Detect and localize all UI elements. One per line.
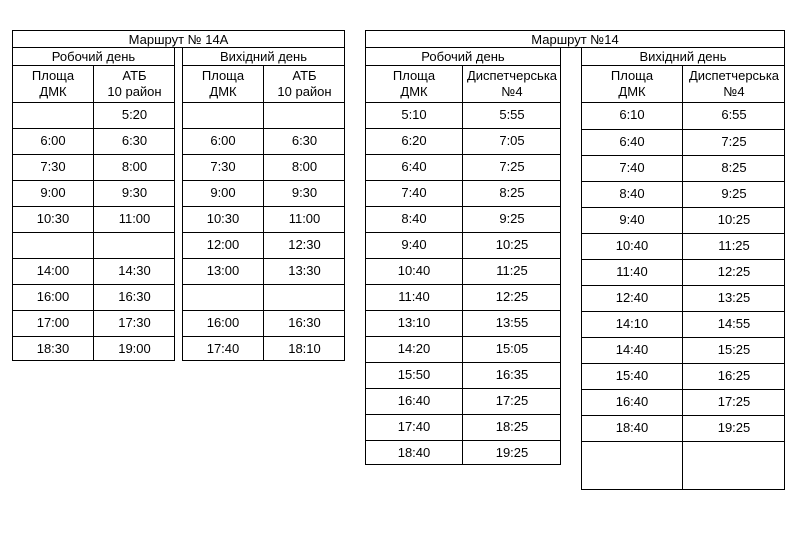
stop-name-line: 10 район — [277, 84, 332, 99]
stop-header-destination — [682, 68, 786, 100]
table-row — [582, 259, 784, 285]
departure-time: 6:40 — [401, 159, 427, 174]
table-row — [183, 154, 344, 180]
arrival-time: 12:25 — [495, 289, 529, 304]
arrival-time: 17:25 — [717, 394, 751, 409]
stop-header-origin — [582, 68, 682, 100]
arrival-time: 8:00 — [121, 159, 148, 174]
day-type-header: Вихідний день — [183, 48, 344, 66]
departure-time: 9:40 — [619, 212, 645, 227]
table-row — [13, 128, 174, 154]
arrival-time: 16:30 — [288, 315, 321, 330]
arrival-time: 11:25 — [496, 263, 528, 278]
table-row — [366, 180, 560, 206]
arrival-time: 9:30 — [291, 185, 318, 200]
arrival-time: 8:25 — [721, 160, 747, 175]
route-title: Маршрут № 14А — [12, 30, 345, 48]
day-type-header: Вихідний день — [582, 48, 784, 66]
departure-time: 6:40 — [619, 134, 645, 149]
stop-name-line: Площа — [201, 68, 245, 83]
table-row — [366, 362, 560, 388]
table-row — [366, 336, 560, 362]
departure-time: 12:00 — [206, 237, 240, 252]
departure-time — [183, 284, 263, 310]
arrival-time: 13:55 — [495, 315, 529, 330]
stop-name-line: ДМК — [400, 84, 428, 99]
table-row — [582, 441, 784, 491]
day-type-header: Робочий день — [13, 48, 174, 66]
departure-time: 18:40 — [397, 445, 431, 460]
departure-time — [582, 441, 682, 467]
arrival-time: 6:30 — [121, 133, 148, 148]
departure-time: 9:40 — [401, 237, 427, 252]
departure-time: 8:40 — [619, 186, 645, 201]
departure-time — [13, 232, 93, 258]
arrival-time: 9:25 — [721, 186, 747, 201]
departure-time: 16:00 — [206, 315, 240, 330]
departure-time: 6:00 — [40, 133, 66, 148]
table-row — [13, 154, 174, 180]
table-row — [582, 415, 784, 441]
table-row — [366, 440, 560, 466]
table-row — [582, 337, 784, 363]
table-row — [366, 388, 560, 414]
departure-time: 6:00 — [210, 133, 236, 148]
departure-time: 17:00 — [36, 315, 70, 330]
stop-header-origin — [366, 68, 462, 100]
departure-time: 9:00 — [40, 185, 66, 200]
table-row — [582, 155, 784, 181]
arrival-time: 15:05 — [495, 341, 529, 356]
stop-name-line: Площа — [610, 68, 654, 83]
departure-time: 15:40 — [615, 368, 649, 383]
table-row — [366, 102, 560, 128]
stop-name-line: АТБ — [292, 68, 317, 83]
table-row — [366, 284, 560, 310]
departure-time: 6:20 — [401, 133, 427, 148]
departure-time: 11:40 — [398, 289, 430, 304]
departure-time: 11:40 — [616, 264, 648, 279]
table-row — [366, 310, 560, 336]
arrival-time: 16:25 — [717, 368, 751, 383]
table-row — [13, 284, 174, 310]
table-row — [13, 336, 174, 362]
departure-time: 13:10 — [397, 315, 431, 330]
stop-name-line: №4 — [723, 84, 745, 99]
arrival-time: 8:25 — [499, 185, 525, 200]
arrival-time: 9:25 — [499, 211, 525, 226]
arrival-time: 7:25 — [499, 159, 525, 174]
departure-time: 17:40 — [397, 419, 431, 434]
arrival-time: 17:25 — [495, 393, 529, 408]
stop-header-destination — [93, 68, 176, 100]
departure-time: 10:30 — [36, 211, 70, 226]
arrival-time: 18:10 — [288, 341, 321, 356]
table-row — [582, 207, 784, 233]
departure-time: 14:40 — [615, 342, 649, 357]
arrival-time: 9:30 — [121, 185, 148, 200]
departure-time: 12:40 — [615, 290, 649, 305]
table-row — [582, 285, 784, 311]
table-row — [13, 102, 174, 128]
table-row — [366, 128, 560, 154]
arrival-time — [263, 284, 346, 310]
stop-name-line: Площа — [392, 68, 436, 83]
stop-name-line: Площа — [31, 68, 75, 83]
stop-name-line: ДМК — [39, 84, 67, 99]
table-row — [183, 102, 344, 128]
arrival-time: 12:25 — [717, 264, 751, 279]
stop-name-line: ДМК — [618, 84, 646, 99]
table-row — [13, 206, 174, 232]
departure-time: 5:10 — [401, 107, 427, 122]
stop-name-line: №4 — [501, 84, 523, 99]
stop-header-origin — [13, 68, 93, 100]
table-row — [13, 232, 174, 258]
arrival-time — [682, 441, 786, 467]
stop-header-origin — [183, 68, 263, 100]
departure-time: 10:30 — [206, 211, 240, 226]
departure-time: 7:40 — [619, 160, 645, 175]
day-type-header: Робочий день — [366, 48, 560, 66]
arrival-time: 7:25 — [721, 134, 747, 149]
table-row — [366, 414, 560, 440]
arrival-time: 15:25 — [717, 342, 751, 357]
table-row — [582, 389, 784, 415]
departure-time — [13, 102, 93, 128]
schedule-panel — [12, 47, 175, 361]
departure-time: 18:40 — [615, 420, 649, 435]
table-row — [183, 128, 344, 154]
arrival-time: 10:25 — [717, 212, 751, 227]
departure-time: 7:30 — [210, 159, 236, 174]
table-row — [183, 284, 344, 310]
table-row — [366, 154, 560, 180]
departure-time: 7:30 — [40, 159, 66, 174]
arrival-time: 6:55 — [721, 107, 747, 122]
departure-time: 16:00 — [36, 289, 70, 304]
arrival-time: 6:30 — [291, 133, 318, 148]
arrival-time: 8:00 — [291, 159, 318, 174]
stop-name-line: АТБ — [122, 68, 147, 83]
arrival-time: 5:55 — [499, 107, 525, 122]
table-row — [183, 336, 344, 362]
table-row — [366, 206, 560, 232]
table-row — [13, 310, 174, 336]
arrival-time: 19:25 — [717, 420, 751, 435]
table-row — [13, 258, 174, 284]
arrival-time: 13:30 — [288, 263, 321, 278]
departure-time: 16:40 — [397, 393, 431, 408]
departure-time: 14:10 — [615, 316, 649, 331]
table-row — [366, 232, 560, 258]
arrival-time: 12:30 — [288, 237, 321, 252]
table-row — [183, 310, 344, 336]
arrival-time: 14:55 — [717, 316, 751, 331]
stop-name-line: Диспетчерська — [688, 68, 780, 83]
departure-time: 16:40 — [615, 394, 649, 409]
table-row — [13, 180, 174, 206]
arrival-time: 16:30 — [118, 289, 151, 304]
departure-time: 15:50 — [397, 367, 431, 382]
arrival-time: 7:05 — [499, 133, 525, 148]
table-row — [183, 206, 344, 232]
departure-time: 6:10 — [619, 107, 645, 122]
table-row — [183, 232, 344, 258]
table-row — [582, 102, 784, 129]
schedule-panel — [182, 47, 345, 361]
arrival-time: 11:25 — [718, 238, 750, 253]
arrival-time: 13:25 — [717, 290, 751, 305]
table-row — [582, 181, 784, 207]
stop-name-line: ДМК — [209, 84, 237, 99]
departure-time: 17:40 — [206, 341, 240, 356]
stop-name-line: 10 район — [107, 84, 162, 99]
departure-time: 14:20 — [397, 341, 431, 356]
schedule-panel — [365, 47, 561, 465]
table-row — [582, 311, 784, 337]
table-row — [582, 129, 784, 155]
departure-time: 13:00 — [206, 263, 240, 278]
table-row — [582, 233, 784, 259]
arrival-time: 19:00 — [118, 341, 151, 356]
table-row — [582, 363, 784, 389]
table-row — [183, 180, 344, 206]
arrival-time: 11:00 — [118, 211, 151, 226]
route-title: Маршрут №14 — [365, 30, 785, 48]
departure-time: 18:30 — [36, 341, 70, 356]
schedule-panel — [581, 47, 785, 490]
arrival-time: 17:30 — [118, 315, 151, 330]
arrival-time: 16:35 — [495, 367, 529, 382]
stop-header-destination — [263, 68, 346, 100]
arrival-time: 5:20 — [121, 107, 148, 122]
table-row — [183, 258, 344, 284]
stop-name-line: Диспетчерська — [466, 68, 558, 83]
arrival-time: 11:00 — [288, 211, 321, 226]
table-row — [366, 258, 560, 284]
departure-time: 10:40 — [615, 238, 649, 253]
departure-time: 10:40 — [397, 263, 431, 278]
arrival-time: 10:25 — [495, 237, 529, 252]
departure-time: 14:00 — [36, 263, 70, 278]
departure-time — [183, 102, 263, 128]
departure-time: 8:40 — [401, 211, 427, 226]
arrival-time: 18:25 — [495, 419, 529, 434]
arrival-time — [263, 102, 346, 128]
departure-time: 7:40 — [401, 185, 427, 200]
arrival-time: 19:25 — [495, 445, 529, 460]
departure-time: 9:00 — [210, 185, 236, 200]
stop-header-destination — [462, 68, 562, 100]
arrival-time — [93, 232, 176, 258]
arrival-time: 14:30 — [118, 263, 151, 278]
